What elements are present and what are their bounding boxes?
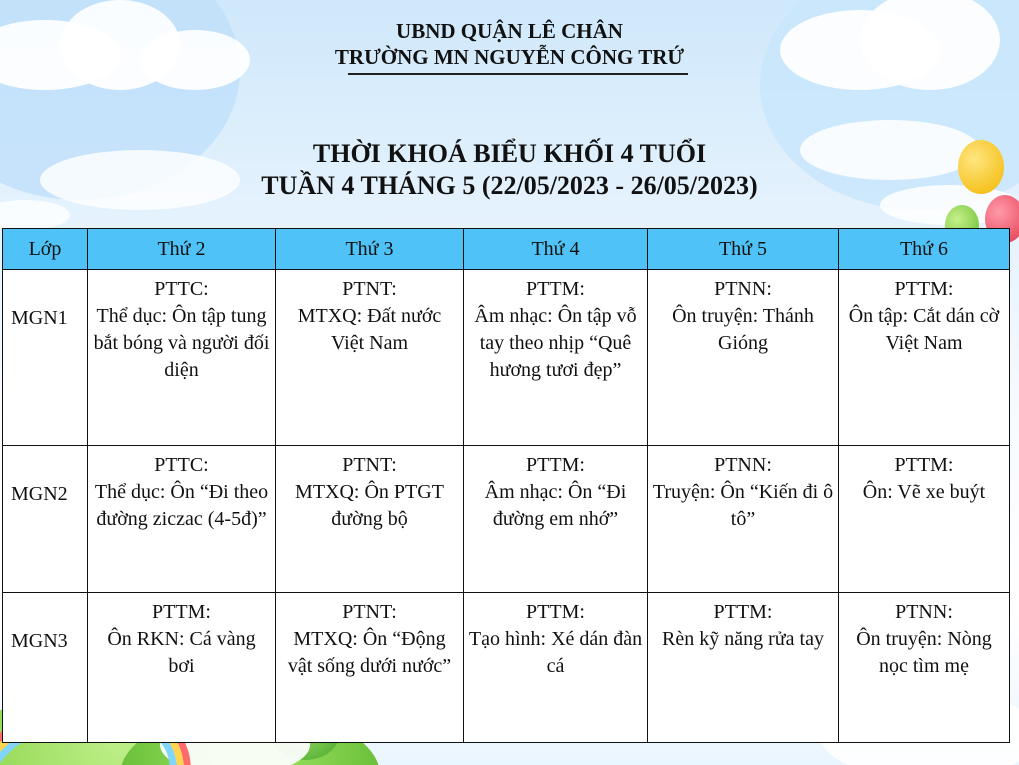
activity-area: PTTM: bbox=[713, 601, 773, 623]
schedule-cell bbox=[464, 593, 648, 743]
table-row bbox=[3, 270, 1010, 446]
activity-area: PTTM: bbox=[526, 278, 585, 300]
schedule-cell bbox=[648, 593, 839, 743]
table-header-row bbox=[3, 229, 1010, 270]
activity-area: PTNT: bbox=[342, 278, 397, 300]
activity-text: MTXQ: Ôn PTGT đường bộ bbox=[295, 481, 444, 530]
activity-area: PTNT: bbox=[342, 601, 397, 623]
schedule-title bbox=[0, 138, 1019, 202]
activity-area: PTTM: bbox=[526, 454, 585, 476]
activity-area: PTTC: bbox=[154, 454, 209, 476]
schedule-cell bbox=[648, 446, 839, 593]
activity-area: PTTM: bbox=[526, 601, 585, 623]
activity-text: Âm nhạc: Ôn tập vỗ tay theo nhịp “Quê hương tươi đẹp” bbox=[474, 305, 637, 381]
activity-text: Thể dục: Ôn “Đi theo đường ziczac (4-5đ)” bbox=[94, 481, 269, 530]
activity-area: PTNN: bbox=[895, 601, 953, 623]
header-monday: Thứ 2 bbox=[88, 229, 276, 270]
schedule-cell bbox=[648, 270, 839, 446]
activity-area: PTTM: bbox=[894, 454, 954, 476]
schedule-cell bbox=[88, 446, 276, 593]
header-underline bbox=[348, 73, 688, 75]
activity-area: PTTM: bbox=[894, 278, 954, 300]
school-name: TRƯỜNG MN NGUYỄN CÔNG TRỨ bbox=[334, 45, 685, 69]
activity-area: PTNT: bbox=[342, 454, 397, 476]
activity-text: Âm nhạc: Ôn “Đi đường em nhớ” bbox=[484, 481, 627, 530]
activity-text: Thể dục: Ôn tập tung bắt bóng và người đối diện bbox=[93, 305, 270, 381]
activity-text: Truyện: Ôn “Kiến đi ô tô” bbox=[652, 481, 834, 530]
table-row bbox=[3, 593, 1010, 743]
cloud-shape bbox=[0, 200, 70, 230]
activity-text: MTXQ: Ôn “Động vật sống dưới nước” bbox=[287, 628, 452, 677]
schedule-cell bbox=[839, 270, 1010, 446]
header-tuesday: Thứ 3 bbox=[276, 229, 464, 270]
schedule-cell bbox=[464, 270, 648, 446]
activity-text: Ôn RKN: Cá vàng bơi bbox=[107, 628, 256, 677]
class-name: MGN2 bbox=[3, 446, 88, 593]
activity-text: Ôn truyện: Thánh Gióng bbox=[672, 305, 814, 354]
district-name: UBND QUẬN LÊ CHÂN bbox=[396, 19, 623, 43]
document-header bbox=[0, 18, 1019, 75]
schedule-cell bbox=[839, 593, 1010, 743]
activity-text: Tạo hình: Xé dán đàn cá bbox=[468, 628, 643, 677]
schedule-cell bbox=[88, 270, 276, 446]
activity-area: PTNN: bbox=[714, 454, 772, 476]
header-friday: Thứ 6 bbox=[839, 229, 1010, 270]
schedule-cell bbox=[276, 593, 464, 743]
activity-text: Ôn tập: Cắt dán cờ Việt Nam bbox=[848, 305, 1000, 354]
activity-area: PTNN: bbox=[714, 278, 772, 300]
schedule-cell bbox=[88, 593, 276, 743]
activity-text: Ôn: Vẽ xe buýt bbox=[862, 481, 986, 503]
class-name: MGN1 bbox=[3, 270, 88, 446]
schedule-cell bbox=[464, 446, 648, 593]
schedule-cell bbox=[276, 270, 464, 446]
title-line-1: THỜI KHOÁ BIỂU KHỐI 4 TUỔI bbox=[312, 139, 707, 168]
header-wednesday: Thứ 4 bbox=[464, 229, 648, 270]
header-thursday: Thứ 5 bbox=[648, 229, 839, 270]
schedule-cell bbox=[276, 446, 464, 593]
title-line-2: TUẦN 4 THÁNG 5 (22/05/2023 - 26/05/2023) bbox=[261, 171, 758, 200]
timetable bbox=[2, 228, 1010, 743]
activity-area: PTTC: bbox=[154, 278, 209, 300]
activity-text: Ôn truyện: Nòng nọc tìm mẹ bbox=[856, 628, 992, 677]
header-class: Lớp bbox=[3, 229, 88, 270]
activity-text: Rèn kỹ năng rửa tay bbox=[662, 628, 824, 650]
activity-text: MTXQ: Đất nước Việt Nam bbox=[297, 305, 442, 354]
table-row bbox=[3, 446, 1010, 593]
schedule-cell bbox=[839, 446, 1010, 593]
class-name: MGN3 bbox=[3, 593, 88, 743]
activity-area: PTTM: bbox=[152, 601, 211, 623]
